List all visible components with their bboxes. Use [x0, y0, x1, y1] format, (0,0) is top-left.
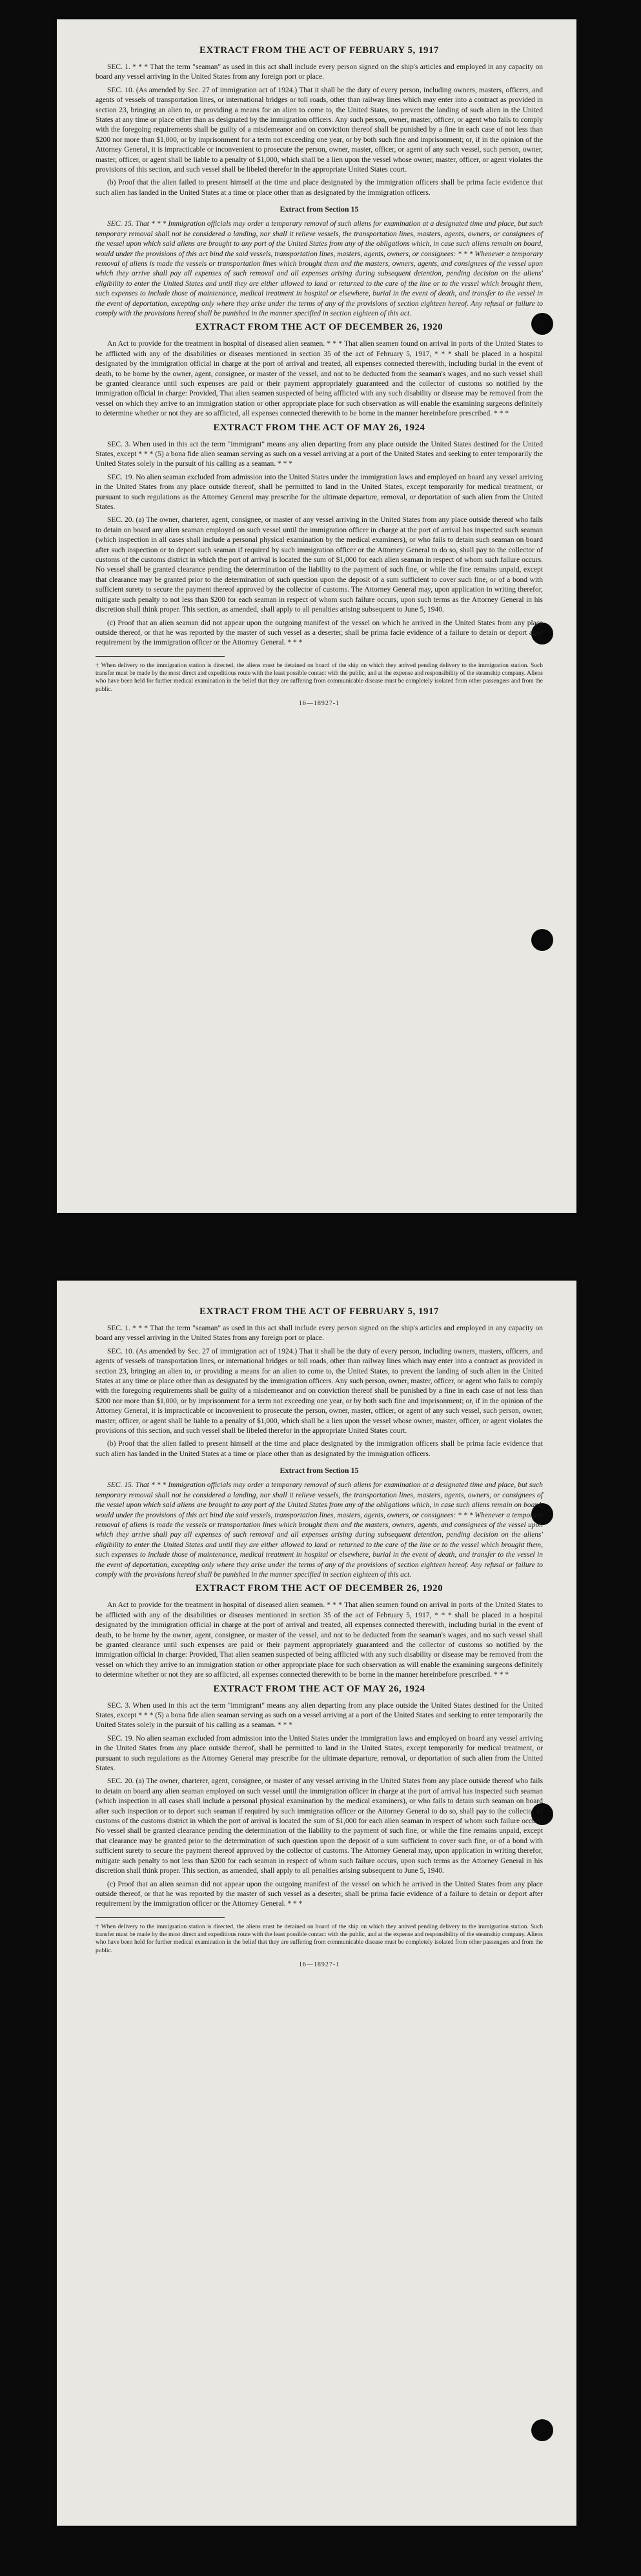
footnote-divider	[96, 1917, 225, 1918]
heading-act-dec-1920: EXTRACT FROM THE ACT OF DECEMBER 26, 1920	[195, 1583, 443, 1594]
print-code: 16—18927-1	[298, 700, 340, 708]
heading-section-15: Extract from Section 15	[280, 205, 359, 214]
paragraph-sec-15: SEC. 15. That * * * Immigration officials may order a temporary removal of such aliens for examination at a designated time and place, but such temporary removal shall not be considered a landing, nor shall it relieve vessels, the transportation lines, masters, agents, owners, or consignees of the vessel upon which said aliens are brought to any port of the United States from any of the obligations which, in case such aliens remain on board, would under the provisions of this act bind the said vessels, transportation lines, masters, agents, owners, or consignees: * * * Whenever a temporary removal of aliens is made the vessels or transportation lines which brought them and the masters, owners, agents, and consignees of the vessel upon which they arrive shall pay all expenses of such removal and all expenses arising during subsequent detention, pending decision on the aliens' eligibility to enter the United States and until they are either allowed to land or returned to the care of the line or to the vessel which brought them, such expenses to include those of maintenance, medical treatment in hospital or elsewhere, burial in the event of death, and transfer to the vessel in the event of deportation, excepting only where they arise under the terms of any of the provisions of section eighteen hereof. Any refusal or failure to comply with the provisions hereof shall be punished in the manner specified in section eighteen of this act.	[96, 220, 543, 317]
paragraph-sec-1: SEC. 1. * * * That the term "seaman" as used in this act shall include every person signed on the ship's articles and employed in any capacity on board any vessel arriving in the United States from any foreign port or place.	[96, 63, 543, 81]
paragraph-act-1920: An Act to provide for the treatment in hospital of diseased alien seamen. * * * That alien seamen found on arrival in ports of the United States to be afflicted with any of the disabilities or diseases mentioned in section 35 of the act of February 5, 1917, * * * shall be placed in a hospital designated by the immigration official in charge at the port of arrival and treated, all expenses connected therewith, including burial in the event of death, to be borne by the owner, agent, consignee, or master of the vessel, and not to be deducted from the seaman's wages, and no such vessel shall be granted clearance until such expenses are paid or their payment appropriately guaranteed and the collector of customs so notified by the immigration official in charge: Provided, That alien seamen suspected of being afflicted with any such disability or disease may be removed from the vessel on which they arrive to an immigration station or other appropriate place for such observation as will enable the examining surgeons definitely to determine whether or not they are so afflicted, all expenses connected therewith to be borne in the manner hereinbefore prescribed. * * *	[96, 1601, 543, 1679]
paragraph-sec-19: SEC. 19. No alien seaman excluded from admission into the United States under the immigration laws and employed on board any vessel arriving in the United States from any place outside thereof, shall be permitted to land in the United States, except temporarily for medical treatment, or pursuant to such regulations as the Attorney General may prescribe for the ultimate departure, removal, or deportation of such alien from the United States.	[96, 473, 543, 512]
heading-act-dec-1920: EXTRACT FROM THE ACT OF DECEMBER 26, 1920	[195, 322, 443, 333]
paragraph-sec-1: SEC. 1. * * * That the term "seaman" as used in this act shall include every person signed on the ship's articles and employed in any capacity on board any vessel arriving in the United States from any foreign port or place.	[96, 1324, 543, 1343]
heading-act-may-1924: EXTRACT FROM THE ACT OF MAY 26, 1924	[213, 422, 425, 433]
heading-act-feb-1917: EXTRACT FROM THE ACT OF FEBRUARY 5, 1917	[199, 1306, 439, 1317]
paragraph-sec-10: SEC. 10. (As amended by Sec. 27 of immigration act of 1924.) That it shall be the duty of every person, including owners, masters, officers, and agents of vessels of transportation lines, or international bridges or toll roads, other than railway lines which may enter into a contract as provided in section 23, bringing an alien to, or providing a means for an alien to come to, the United States, to prevent the landing of such alien in the United States at any time or place other than as designated by the immigration officers. Any such person, owner, master, officer, or agent who fails to comply with the foregoing requirements shall be guilty of a misdemeanor and on conviction thereof shall be punished by a fine in each case of not less than $200 nor more than $1,000, or by imprisonment for a term not exceeding one year, or by both such fine and imprisonment; or, if in the opinion of the Attorney General, it is impracticable or inconvenient to prosecute the person, owner, master, officer, or agent of any such vessel, such person, owner, master, officer, or agent shall be liable to a penalty of $1,000, which shall be a lien upon the vessel whose owner, master, officer, or agent violates the provisions of this section, and such vessel shall be libeled therefor in the appropriate United States court.	[96, 86, 543, 174]
footnote-divider	[96, 656, 225, 657]
paragraph-sec-15: SEC. 15. That * * * Immigration officials may order a temporary removal of such aliens for examination at a designated time and place, but such temporary removal shall not be considered a landing, nor shall it relieve vessels, the transportation lines, masters, agents, owners, or consignees of the vessel upon which said aliens are brought to any port of the United States from any of the obligations which, in case such aliens remain on board, would under the provisions of this act bind the said vessels, transportation lines, masters, agents, owners, or consignees: * * * Whenever a temporary removal of aliens is made the vessels or transportation lines which brought them and the masters, owners, agents, and consignees of the vessel upon which they arrive shall pay all expenses of such removal and all expenses arising during subsequent detention, pending decision on the aliens' eligibility to enter the United States and until they are either allowed to land or returned to the care of the line or to the vessel which brought them, such expenses to include those of maintenance, medical treatment in hospital or elsewhere, burial in the event of death, and transfer to the vessel in the event of deportation, excepting only where they arise under the terms of any of the provisions of section eighteen hereof. Any refusal or failure to comply with the provisions hereof shall be punished in the manner specified in section eighteen of this act.	[96, 1481, 543, 1579]
punch-hole	[531, 2419, 553, 2441]
paragraph-sec-3: SEC. 3. When used in this act the term "immigrant" means any alien departing from any place outside the United States destined for the United States, except * * * (5) a bona fide alien seaman serving as such on a vessel arriving at a port of the United States and seeking to enter temporarily the United States solely in the pursuit of his calling as a seaman. * * *	[96, 1701, 543, 1730]
paragraph-sec-10-b: (b) Proof that the alien failed to present himself at the time and place designated by the immigration officers shall be prima facie evidence that such alien has landed in the United States at a time or place other than as designated by the immigration officers.	[96, 179, 543, 197]
paragraph-sec-19: SEC. 19. No alien seaman excluded from admission into the United States under the immigration laws and employed on board any vessel arriving in the United States from any place outside thereof, shall be permitted to land in the United States, except temporarily for medical treatment, or pursuant to such regulations as the Attorney General may prescribe for the ultimate departure, removal, or deportation of such alien from the United States.	[96, 1734, 543, 1773]
paragraph-act-1920: An Act to provide for the treatment in hospital of diseased alien seamen. * * * That alien seamen found on arrival in ports of the United States to be afflicted with any of the disabilities or diseases mentioned in section 35 of the act of February 5, 1917, * * * shall be placed in a hospital designated by the immigration official in charge at the port of arrival and treated, all expenses connected therewith, including burial in the event of death, to be borne by the owner, agent, consignee, or master of the vessel, and not to be deducted from the seaman's wages, and no such vessel shall be granted clearance until such expenses are paid or their payment appropriately guaranteed and the collector of customs so notified by the immigration official in charge: Provided, That alien seamen suspected of being afflicted with any such disability or disease may be removed from the vessel on which they arrive to an immigration station or other appropriate place for such observation as will enable the examining surgeons definitely to determine whether or not they are so afflicted, all expenses connected therewith to be borne in the manner hereinbefore prescribed. * * *	[96, 340, 543, 418]
paragraph-sec-10: SEC. 10. (As amended by Sec. 27 of immigration act of 1924.) That it shall be the duty of every person, including owners, masters, officers, and agents of vessels of transportation lines, or international bridges or toll roads, other than railway lines which may enter into a contract as provided in section 23, bringing an alien to, or providing a means for an alien to come to, the United States, to prevent the landing of such alien in the United States at any time or place other than as designated by the immigration officers. Any such person, owner, master, officer, or agent who fails to comply with the foregoing requirements shall be guilty of a misdemeanor and on conviction thereof shall be punished by a fine in each case of not less than $200 nor more than $1,000, or by imprisonment for a term not exceeding one year, or by both such fine and imprisonment; or, if in the opinion of the Attorney General, it is impracticable or inconvenient to prosecute the person, owner, master, officer, or agent of any such vessel, such person, owner, master, officer, or agent shall be liable to a penalty of $1,000, which shall be a lien upon the vessel whose owner, master, officer, or agent violates the provisions of this section, and such vessel shall be libeled therefor in the appropriate United States court.	[96, 1347, 543, 1435]
paragraph-sec-20-a: SEC. 20. (a) The owner, charterer, agent, consignee, or master of any vessel arriving in the United States from any place outside thereof who fails to detain on board any alien seaman employed on such vessel until the immigration officer in charge at the port of arrival has inspected such seaman (which inspection in all cases shall include a personal physical examination by the medical examiners), or who fails to detain such seaman on board after such inspection or to deport such seaman if required by such immigration officer or the Attorney General to do so, shall pay to the collector of customs of the customs district in which the port of arrival is located the sum of $1,000 for each alien seaman in respect of whom such failure occurs. No vessel shall be granted clearance pending the determination of the liability to the payment of such fine, or while the fine remains unpaid, except that clearance may be granted prior to the determination of such question upon the deposit of a sum sufficient to cover such fine, or of a bond with sufficient surety to secure the payment thereof approved by the collector of customs. The Attorney General may, upon application in writing therefor, mitigate such penalty to not less than $200 for each seaman in respect of whom such failure occurs, upon such terms as the Attorney General in his discretion shall think proper. This section, as amended, shall apply to all penalties arising subsequent to June 5, 1940.	[96, 1777, 543, 1875]
print-code: 16—18927-1	[298, 1961, 340, 1969]
document-page-1	[57, 19, 576, 1213]
heading-act-feb-1917: EXTRACT FROM THE ACT OF FEBRUARY 5, 1917	[199, 45, 439, 55]
footnote: † When delivery to the immigration station is directed, the aliens must be detained on board of the ship on which they arrived pending delivery to the immigration station. Such transfer must be made by the most direct and expeditious route with the least possible contact with the public, and at the expense and responsibility of the steamship company. Aliens who have been held for further medical examination in the belief that they are suffering from communicable disease must be completely isolated from other passengers and from the public.	[96, 1923, 543, 1954]
heading-act-may-1924: EXTRACT FROM THE ACT OF MAY 26, 1924	[213, 1683, 425, 1694]
paragraph-sec-20-c: (c) Proof that an alien seaman did not appear upon the outgoing manifest of the vessel on which he arrived in the United States from any place outside thereof, or that he was reported by the master of such vessel as a deserter, shall be prima facie evidence of a failure to detain or deport after requirement by the immigration officer or the Attorney General. * * *	[96, 619, 543, 647]
punch-hole	[531, 929, 553, 951]
paragraph-sec-3: SEC. 3. When used in this act the term "immigrant" means any alien departing from any place outside the United States destined for the United States, except * * * (5) a bona fide alien seaman serving as such on a vessel arriving at a port of the United States and seeking to enter temporarily the United States solely in the pursuit of his calling as a seaman. * * *	[96, 440, 543, 468]
heading-section-15: Extract from Section 15	[280, 1466, 359, 1475]
paragraph-sec-20-a: SEC. 20. (a) The owner, charterer, agent, consignee, or master of any vessel arriving in the United States from any place outside thereof who fails to detain on board any alien seaman employed on such vessel until the immigration officer in charge at the port of arrival has inspected such seaman (which inspection in all cases shall include a personal physical examination by the medical examiners), or who fails to detain such seaman on board after such inspection or to deport such seaman if required by such immigration officer or the Attorney General to do so, shall pay to the collector of customs of the customs district in which the port of arrival is located the sum of $1,000 for each alien seaman in respect of whom such failure occurs. No vessel shall be granted clearance pending the determination of the liability to the payment of such fine, or while the fine remains unpaid, except that clearance may be granted prior to the determination of such question upon the deposit of a sum sufficient to cover such fine, or of a bond with sufficient surety to secure the payment thereof approved by the collector of customs. The Attorney General may, upon application in writing therefor, mitigate such penalty to not less than $200 for each seaman in respect of whom such failure occurs, upon such terms as the Attorney General in his discretion shall think proper. This section, as amended, shall apply to all penalties arising subsequent to June 5, 1940.	[96, 516, 543, 614]
document-page-2	[57, 1281, 576, 2526]
paragraph-sec-10-b: (b) Proof that the alien failed to present himself at the time and place designated by the immigration officers shall be prima facie evidence that such alien has landed in the United States at a time or place other than as designated by the immigration officers.	[96, 1440, 543, 1458]
footnote: † When delivery to the immigration station is directed, the aliens must be detained on board of the ship on which they arrived pending delivery to the immigration station. Such transfer must be made by the most direct and expeditious route with the least possible contact with the public, and at the expense and responsibility of the steamship company. Aliens who have been held for further medical examination in the belief that they are suffering from communicable disease must be completely isolated from other passengers and from the public.	[96, 662, 543, 693]
paragraph-sec-20-c: (c) Proof that an alien seaman did not appear upon the outgoing manifest of the vessel on which he arrived in the United States from any place outside thereof, or that he was reported by the master of such vessel as a deserter, shall be prima facie evidence of a failure to detain or deport after requirement by the immigration officer or the Attorney General. * * *	[96, 1880, 543, 1908]
